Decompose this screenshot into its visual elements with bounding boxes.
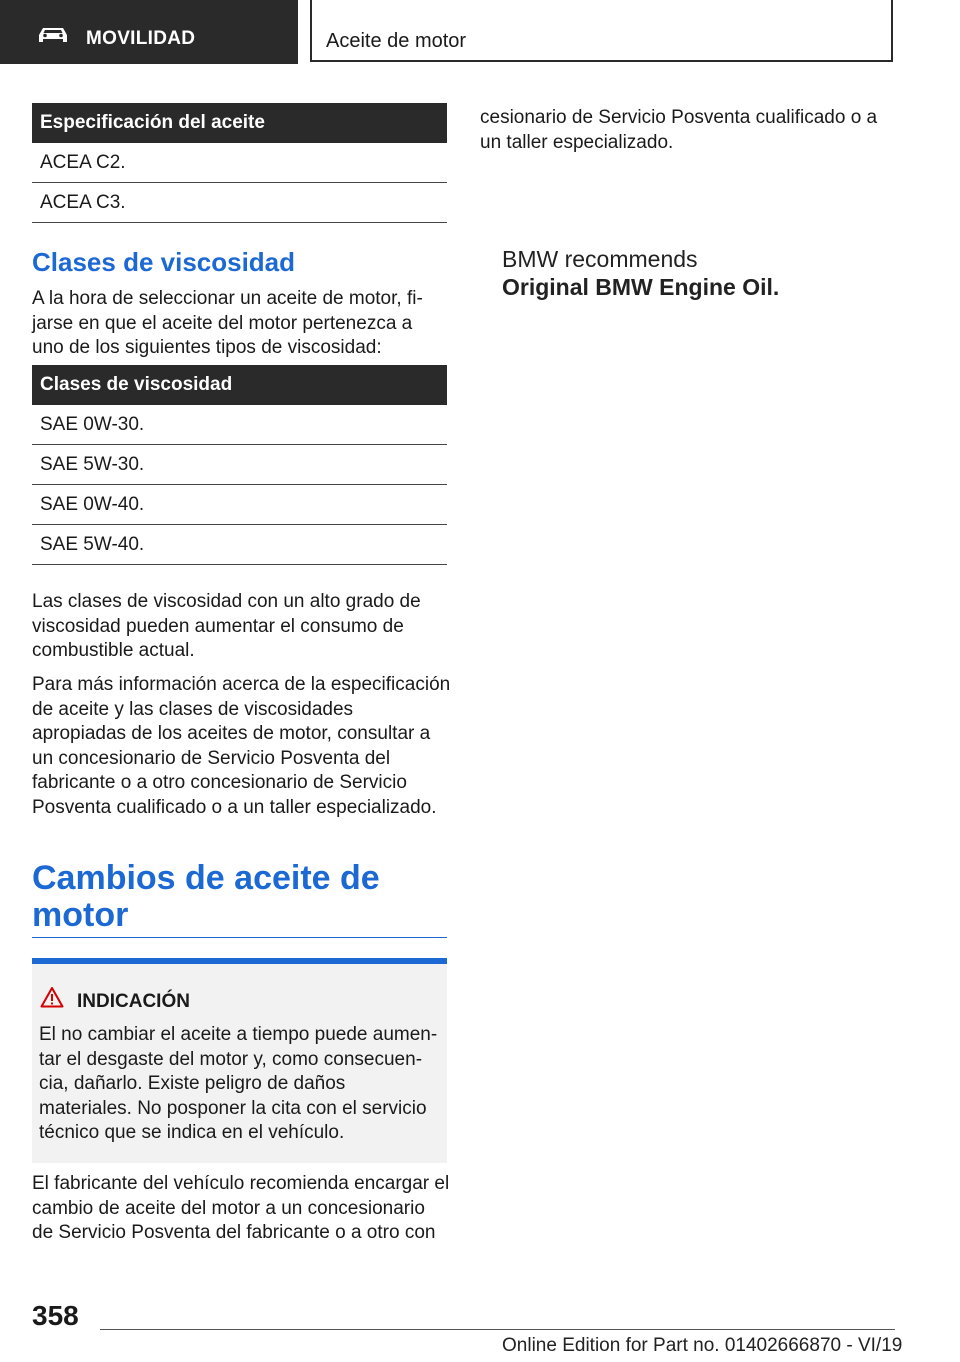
viscosity-intro: A la hora de seleccionar un aceite de motor, fijarse en que el aceite del motor pertenezca a uno de los siguientes tipos de viscosidad:: [32, 288, 423, 358]
bmw-recommends-line: BMW recommends: [502, 246, 698, 272]
oil-spec-table: [32, 103, 447, 223]
oil-change-heading: Cambios de aceite de motor: [32, 859, 380, 934]
continuation-paragraph: cesionario de Servicio Posventa cualificado o a un taller especializado.: [480, 107, 878, 153]
table-row: ACEA C2.: [32, 143, 447, 183]
viscosity-table: [32, 365, 447, 565]
chapter-header: [310, 0, 893, 62]
table-row: SAE 5W-40.: [32, 525, 447, 565]
table-row: ACEA C3.: [32, 183, 447, 223]
bmw-original-oil-line: Original BMW Engine Oil.: [502, 274, 780, 300]
viscosity-info-paragraph: Para más información acerca de la especificación de aceite y las clases de viscosidades apropiadas de los aceites de motor, consultar a un concesionario de Servicio Posventa del fabricante o a otro concesionario de Servicio Posventa cualificado o a un taller especializado.: [32, 674, 451, 818]
notice-title: INDICACIÓN: [77, 991, 190, 1012]
page-number: 358: [32, 1300, 79, 1331]
oil-change-paragraph: El fabricante del vehículo recomienda encargar el cambio de aceite del motor a un concesionario de Servicio Posventa del fabricante o a otro con: [32, 1173, 450, 1243]
table-row: SAE 0W-30.: [32, 405, 447, 445]
edition-note: Online Edition for Part no. 01402666870 - VI/19: [502, 1335, 903, 1356]
viscosity-heading: Clases de viscosidad: [32, 247, 296, 277]
table-header: Especificación del aceite: [32, 103, 447, 143]
footer-rule: [100, 1329, 895, 1330]
section-tab: [0, 0, 298, 64]
chapter-title: Aceite de motor: [326, 30, 467, 52]
notice-body: El no cambiar el aceite a tiempo puede aumentar el desgaste del motor y, como consecuencia, dañarlo. Existe peligro de daños materiales. No posponer la cita con el servicio técnico que se indica en el vehículo.: [39, 1024, 438, 1143]
viscosity-consumption-paragraph: Las clases de viscosidad con un alto grado de viscosidad pueden aumentar el consumo de combustible actual.: [32, 591, 421, 661]
warning-triangle-icon: [40, 986, 64, 1008]
table-header: Clases de viscosidad: [32, 365, 447, 405]
table-row: SAE 5W-30.: [32, 445, 447, 485]
section-label: MOVILIDAD: [86, 28, 196, 49]
notice-box: [32, 958, 447, 1163]
heading-rule: [32, 937, 447, 938]
car-icon: [36, 26, 70, 44]
table-row: SAE 0W-40.: [32, 485, 447, 525]
